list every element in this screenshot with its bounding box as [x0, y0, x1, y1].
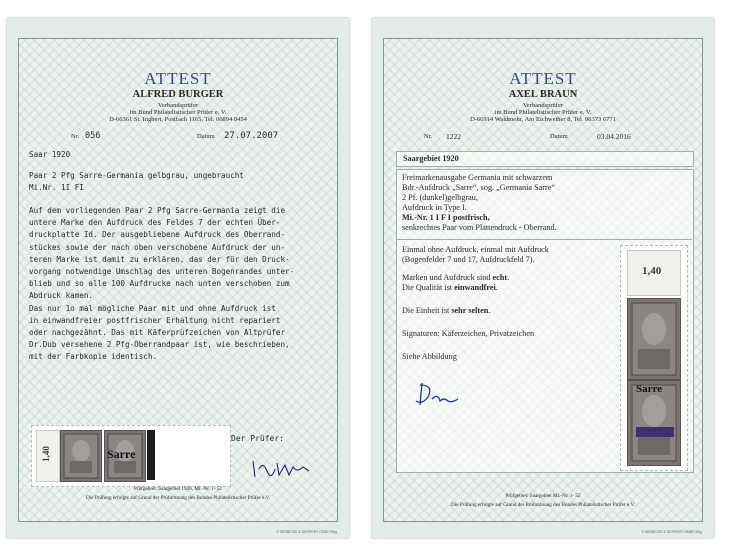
stamp-with-overprint	[627, 380, 681, 466]
nr-value: 056	[85, 131, 101, 141]
germania-icon	[61, 431, 101, 481]
rarity-prefix: Die Einheit ist	[402, 306, 452, 315]
pair-description: senkrechtes Paar vom Plattendruck - Oberrand.	[402, 223, 557, 232]
date-label: Datum	[550, 133, 568, 140]
overprint-text: Sarre	[107, 447, 136, 461]
printer-imprint: © SIEBECKE & DEPPERT GMBH Hbg	[641, 530, 702, 534]
body-line: Dr.Dub versehene 2 Pfg-Oberrandpaar ist, wie beschrieben,	[29, 340, 290, 350]
quality-statement: Die Qualität ist einwandfrei.	[402, 283, 498, 292]
body-line: mit der Farbkopie identisch.	[29, 352, 158, 362]
selvage-margin	[627, 250, 681, 296]
quality-word: einwandfrei	[454, 283, 496, 292]
description	[402, 173, 557, 233]
signatures-line: Signaturen: Käferzeichen, Privatzeichen	[402, 329, 535, 338]
stamp-with-overprint	[104, 430, 146, 482]
quality-prefix: Die Qualität ist	[402, 283, 455, 292]
note-line: Einmal ohne Aufdruck, einmal mit Aufdruck	[402, 245, 549, 254]
rarity-word: sehr selten	[451, 306, 489, 315]
nr-value: 1222	[446, 132, 461, 141]
genuine-prefix: Marken und Aufdruck sind	[402, 273, 493, 282]
germania-icon	[628, 299, 680, 379]
see-image-line: Siehe Abbildung	[402, 352, 457, 361]
selvage-number: 1,40	[40, 446, 51, 462]
stamp-without-overprint	[627, 298, 681, 380]
rarity-statement: Die Einheit ist sehr selten.	[402, 306, 491, 315]
examiner-address: D-66361 St. Ingbert, Postfach 1165, Tel. 06894 8454	[109, 116, 247, 123]
head-line-3: Mi.Nr. 1I FI	[29, 183, 84, 192]
body-line: Das nur 1o mal mögliche Paar mit und ohne Aufdruck ist	[29, 303, 276, 313]
examiner-name: AXEL BRAUN	[508, 89, 578, 100]
head-line-1: Saar 1920	[29, 150, 71, 159]
selvage-number: 1,40	[642, 265, 662, 277]
body-line: oder nachgezähnt. Das mit Käferprüfzeichen von Altprüfer	[29, 328, 286, 338]
examiner-membership: im Bund Philatelistischer Prüfer e. V.	[494, 109, 592, 116]
body-line: teren Marke ist damit zu erklären, das der für den Druck-	[29, 254, 290, 264]
desc-line: 2 Pf. (dunkel)gelbgrau,	[402, 193, 478, 202]
examiner-membership: im Bund Philatelistischer Prüfer e. V.	[129, 109, 227, 116]
certificate-burger	[7, 18, 349, 538]
nr-label: Nr.	[71, 133, 80, 140]
printer-imprint: © SIEBECKE & DEPPERT GMBH Hbg	[276, 530, 337, 534]
footer-region: Prüfgebiet: Saargebiet Mi.-Nr. 1- 52	[505, 493, 581, 499]
body-line: in einwandfreier postfrischer Erhaltung nicht repariert	[29, 315, 281, 325]
date-value: 03.04.2016	[597, 132, 631, 141]
pruefer-label: Der Prüfer:	[231, 434, 284, 443]
examiner-role: Verbandsprüfer	[522, 102, 564, 109]
footer-region: Prüfgebiet: Saargebiet 1920, Mi.-Nr. 1- 52	[133, 486, 223, 492]
catalog-number: Mi.-Nr. 1 I F I postfrisch,	[402, 213, 490, 222]
desc-line: Bdr.-Aufdruck „Sarre“, sog. „Germania Sarre“	[402, 183, 555, 192]
desc-line: Aufdruck in Type I.	[402, 203, 467, 212]
genuine-statement: Marken und Aufdruck sind echt.	[402, 273, 510, 282]
date-value: 27.07.2007	[224, 131, 279, 141]
heading-box	[396, 151, 694, 167]
desc-line: Freimarkenausgabe Germania mit schwarzem	[402, 173, 553, 182]
examiner-signature	[412, 379, 462, 409]
footer-rules: Die Prüfung erfolgte auf Grund der Prüfordnung des Bundes Philatelistischer Prüfer e.V.	[86, 495, 270, 501]
nr-label: Nr.	[424, 133, 433, 140]
examiner-name: ALFRED BURGER	[132, 89, 224, 100]
body-line: vorgang notwendige Umschlag des unteren Bogenrandes unter-	[29, 267, 295, 277]
certificate-frame	[18, 38, 338, 522]
body-line: Auf dem vorliegenden Paar 2 Pfg Sarre-Germania zeigt die	[29, 206, 286, 215]
certificate-braun	[372, 18, 714, 538]
body-line: untere Marke den Aufdruck des Feldes 7 der echten Über-	[29, 218, 281, 228]
examiner-address: D-66914 Waldmohr, Am Eichweiher 8, Tel. 06373 6771	[470, 116, 616, 123]
genuine-word: echt	[492, 273, 508, 282]
body-line: blieb und so alle 100 Aufdrucke nach unten verschoben zum	[29, 279, 290, 289]
stamp-image-frame	[31, 425, 231, 487]
overprint-note	[402, 245, 549, 265]
stamp-image-frame	[620, 245, 688, 471]
certificate-body	[29, 205, 334, 364]
body-line: druckplatte Id. Der ausgebliebene Aufdruck des Oberrand-	[29, 230, 286, 240]
footer-rules: Die Prüfung erfolgte auf Grund der Prüfordnung des Bundes Philatelistischer Prüfer e.V.	[451, 502, 635, 508]
selvage-margin	[36, 430, 60, 482]
examiner-role: Verbandsprüfer	[157, 102, 199, 109]
examiner-signature	[249, 457, 319, 481]
date-label: Datum	[197, 133, 215, 140]
head-line-2: Paar 2 Pfg Sarre-Germania gelbgrau, ungebraucht	[29, 171, 244, 180]
body-line: Abdruck kamen.	[29, 291, 94, 301]
cut-stamp-edge	[147, 430, 155, 480]
certificate-frame	[383, 38, 703, 522]
stamp-without-overprint	[60, 430, 102, 482]
body-line: stückes sowie der nach oben verschobene Aufdruck der un-	[29, 242, 286, 252]
note-line: (Bogenfelder 7 und 17, Aufdruckfeld 7).	[402, 255, 535, 264]
attest-title: ATTEST	[509, 69, 577, 88]
attest-title: ATTEST	[144, 69, 212, 88]
divider	[396, 239, 692, 240]
region-heading: Saargebiet 1920	[403, 154, 459, 163]
overprint-text: Sarre	[636, 383, 663, 395]
